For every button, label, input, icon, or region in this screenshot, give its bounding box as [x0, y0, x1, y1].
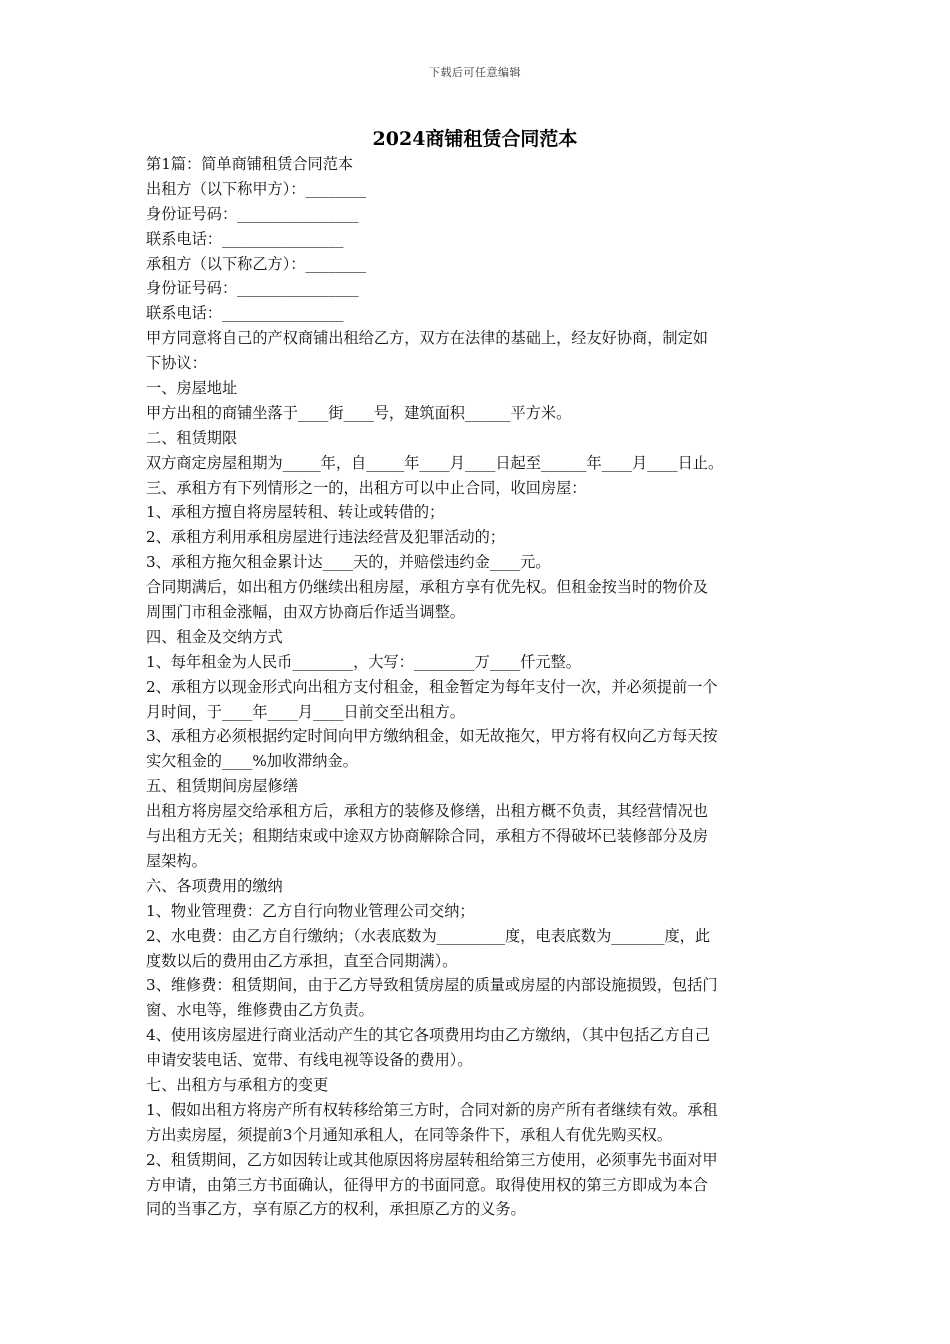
text-line: 与出租方无关；租期结束或中途双方协商解除合同，承租方不得破坏已装修部分及房 [146, 827, 708, 846]
text-line: 方出卖房屋，须提前3个月通知承租人，在同等条件下，承租人有优先购买权。 [146, 1125, 673, 1144]
text-line: 2、承租方利用承租房屋进行违法经营及犯罪活动的； [146, 528, 505, 547]
text-line: 甲方出租的商铺坐落于____街____号，建筑面积______平方米。 [146, 403, 572, 422]
text-line: 五、租赁期间房屋修缮 [146, 777, 298, 796]
text-line: 4、使用该房屋进行商业活动产生的其它各项费用均由乙方缴纳，（其中包括乙方自己 [146, 1026, 711, 1045]
text-line: 甲方同意将自己的产权商铺出租给乙方，双方在法律的基础上，经友好协商，制定如 [146, 329, 708, 348]
text-line: 1、承租方擅自将房屋转租、转让或转借的； [146, 503, 445, 522]
text-line: 六、各项费用的缴纳 [146, 876, 283, 895]
text-line: 3、维修费：租赁期间，由于乙方导致租赁房屋的质量或房屋的内部设施损毁，包括门 [146, 976, 718, 995]
text-line: 窗、水电等，维修费由乙方负责。 [146, 1001, 374, 1020]
text-line: 2、承租方以现金形式向出租方支付租金，租金暂定为每年支付一次，并必须提前一个 [146, 677, 718, 696]
text-line: 1、物业管理费：乙方自行向物业管理公司交纳； [146, 901, 475, 920]
document-title: 2024商铺租赁合同范本 [372, 128, 578, 150]
text-line: 二、租赁期限 [146, 428, 238, 447]
text-line: 下协议： [146, 354, 207, 373]
text-line: 2、租赁期间，乙方如因转让或其他原因将房屋转租给第三方使用，必须事先书面对甲 [146, 1150, 718, 1169]
text-line: 一、房屋地址 [146, 379, 238, 398]
text-line: 第1篇：简单商铺租赁合同范本 [146, 155, 354, 173]
text-line: 四、租金及交纳方式 [146, 627, 283, 646]
text-line: 方申请，由第三方书面确认，征得甲方的书面同意。取得使用权的第三方即成为本合 [146, 1175, 708, 1194]
text-line: 申请安装电话、宽带、有线电视等设备的费用）。 [146, 1051, 473, 1070]
text-line: 联系电话：________________ [146, 229, 344, 248]
text-line: 承租方（以下称乙方）：________ [146, 254, 367, 273]
text-line: 同的当事乙方，享有原乙方的权利，承担原乙方的义务。 [146, 1200, 526, 1219]
text-line: 出租方（以下称甲方）：________ [146, 179, 367, 198]
page-header: 下载后可任意编辑 [429, 66, 521, 79]
text-line: 月时间，于____年____月____日前交至出租方。 [146, 702, 465, 721]
text-line: 合同期满后，如出租方仍继续出租房屋，承租方享有优先权。但租金按当时的物价及 [146, 578, 708, 597]
text-line: 身份证号码：________________ [146, 279, 359, 298]
text-line: 七、出租方与承租方的变更 [146, 1075, 329, 1094]
text-line: 联系电话：________________ [146, 304, 344, 323]
text-line: 1、每年租金为人民币________，大写：________万____仟元整。 [146, 652, 581, 671]
text-line: 3、承租方必须根据约定时间向甲方缴纳租金，如无故拖欠，甲方将有权向乙方每天按 [146, 727, 718, 746]
text-line: 2、水电费：由乙方自行缴纳；（水表底数为_________度，电表底数为_______度，此 [146, 926, 711, 945]
text-line: 出租方将房屋交给承租方后，承租方的装修及修缮，出租方概不负责，其经营情况也 [146, 802, 708, 821]
text-line: 双方商定房屋租期为_____年，自_____年____月____日起至______年____月____日止。 [146, 453, 724, 472]
text-line: 身份证号码：________________ [146, 204, 359, 223]
text-line: 1、假如出租方将房产所有权转移给第三方时，合同对新的房产所有者继续有效。承租 [146, 1100, 718, 1119]
text-line: 3、承租方拖欠租金累计达____天的，并赔偿违约金____元。 [146, 553, 551, 572]
text-line: 度数以后的费用由乙方承担，直至合同期满）。 [146, 951, 458, 970]
text-line: 三、承租方有下列情形之一的，出租方可以中止合同，收回房屋： [146, 478, 587, 497]
document-body [146, 152, 806, 1222]
text-line: 屋架构。 [146, 851, 207, 870]
text-line: 实欠租金的____%加收滞纳金。 [146, 752, 358, 771]
text-line: 周围门市租金涨幅，由双方协商后作适当调整。 [146, 603, 465, 622]
